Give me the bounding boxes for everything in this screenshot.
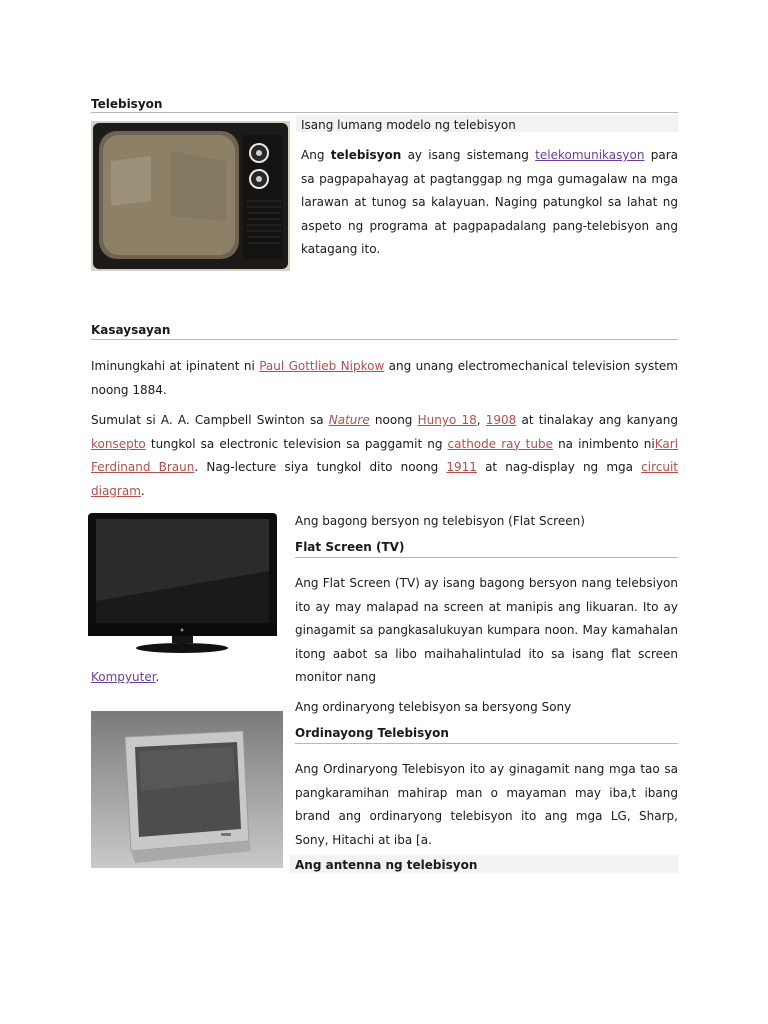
link-circuit-diagram[interactable]: circuit diagram xyxy=(91,460,678,498)
paragraph-swinton xyxy=(91,409,678,503)
bold-term: telebisyon xyxy=(330,148,402,162)
text-run: . xyxy=(140,483,145,498)
text-run: Ang Flat Screen (TV) ay isang bagong bersyon nang telebsiyon ito ay may malapad na screen at manipis ang likuaran. Ito ay ginagamit sa pangkasalukuyan kumpara noon. May kamahalan itong aabot sa libo maihahalintulad ito sa isang flat screen monitor nang xyxy=(295,576,678,684)
text-run: Ang xyxy=(301,148,325,162)
paragraph-nipkow xyxy=(91,355,678,402)
section-heading-kasaysayan: Kasaysayan xyxy=(91,323,171,337)
section-heading-telebisyon: Telebisyon xyxy=(91,97,163,111)
paragraph-flat-screen-tail xyxy=(91,666,678,690)
text-run: ang unang electromechanical television system noong 1884. xyxy=(91,359,678,397)
text-run: at tinalakay ang kanyang xyxy=(521,413,678,427)
link-1911[interactable]: 1911 xyxy=(446,460,477,474)
text-run: na inimbento ni xyxy=(558,436,655,451)
text-run: ay isang sistemang xyxy=(407,148,529,162)
heading-rule xyxy=(91,339,678,340)
link-paul-gottlieb-nipkow[interactable]: Paul Gottlieb Nipkow xyxy=(259,359,385,373)
image-caption: Ang ordinaryong telebisyon sa bersyong Sony xyxy=(295,700,572,714)
link-nature[interactable]: Nature xyxy=(328,413,370,427)
text-run: at nag-display ng mga xyxy=(485,460,633,474)
text-run: noong xyxy=(374,413,413,427)
link-konsepto[interactable]: konsepto xyxy=(91,436,146,451)
text-run: , xyxy=(476,413,481,427)
section-heading-ordinaryong-telebisyon: Ordinayong Telebisyon xyxy=(295,726,449,740)
image-caption: Isang lumang modelo ng telebisyon xyxy=(301,118,516,132)
link-hunyo-18[interactable]: Hunyo 18 xyxy=(417,413,477,427)
link-cathode-ray-tube[interactable]: cathode ray tube xyxy=(447,436,553,451)
paragraph-ordinaryong-telebisyon: Ang Ordinaryong Telebisyon ito ay ginagamit nang mga tao sa pangkaramihan mahirap man o mayaman may iba,t ibang brand ang ordinaryong telebisyon ito ang mga LG, Sharp, Sony, Hitachi at iba [a. xyxy=(295,762,678,847)
text-run: . xyxy=(155,670,160,684)
image-caption: Ang bagong bersyon ng telebisyon (Flat Screen) xyxy=(295,514,585,528)
paragraph-telebisyon-intro xyxy=(301,144,678,262)
link-telekomunikasyon[interactable]: telekomunikasyon xyxy=(535,148,645,162)
text-run: . Nag-lecture siya tungkol dito noong xyxy=(194,460,439,474)
text-run: Iminungkahi at ipinatent ni xyxy=(91,359,255,373)
link-karl-ferdinand-braun[interactable]: Karl Ferdinand Braun xyxy=(91,436,678,474)
text-run: para sa pagpapahayag at pagtanggap ng mga gumagalaw na mga larawan at tunog sa kalayuan. Naging patungkol sa lahat ng aspeto ng programa at pagpapadalang pang-telebisyon ang katagang ito. xyxy=(301,148,678,256)
section-heading-antenna: Ang antenna ng telebisyon xyxy=(295,858,478,872)
heading-rule xyxy=(91,112,678,113)
text-run: Sumulat si A. A. Campbell Swinton sa xyxy=(91,413,324,427)
link-kompyuter[interactable]: Kompyuter xyxy=(91,670,156,684)
heading-rule xyxy=(295,743,678,744)
sony-crt-tv-image xyxy=(91,711,283,868)
old-crt-television-image xyxy=(91,121,290,271)
text-run: tungkol sa electronic television sa paggamit ng xyxy=(150,436,443,451)
heading-rule xyxy=(295,557,678,558)
link-1908[interactable]: 1908 xyxy=(485,413,517,427)
section-heading-flat-screen: Flat Screen (TV) xyxy=(295,540,405,554)
